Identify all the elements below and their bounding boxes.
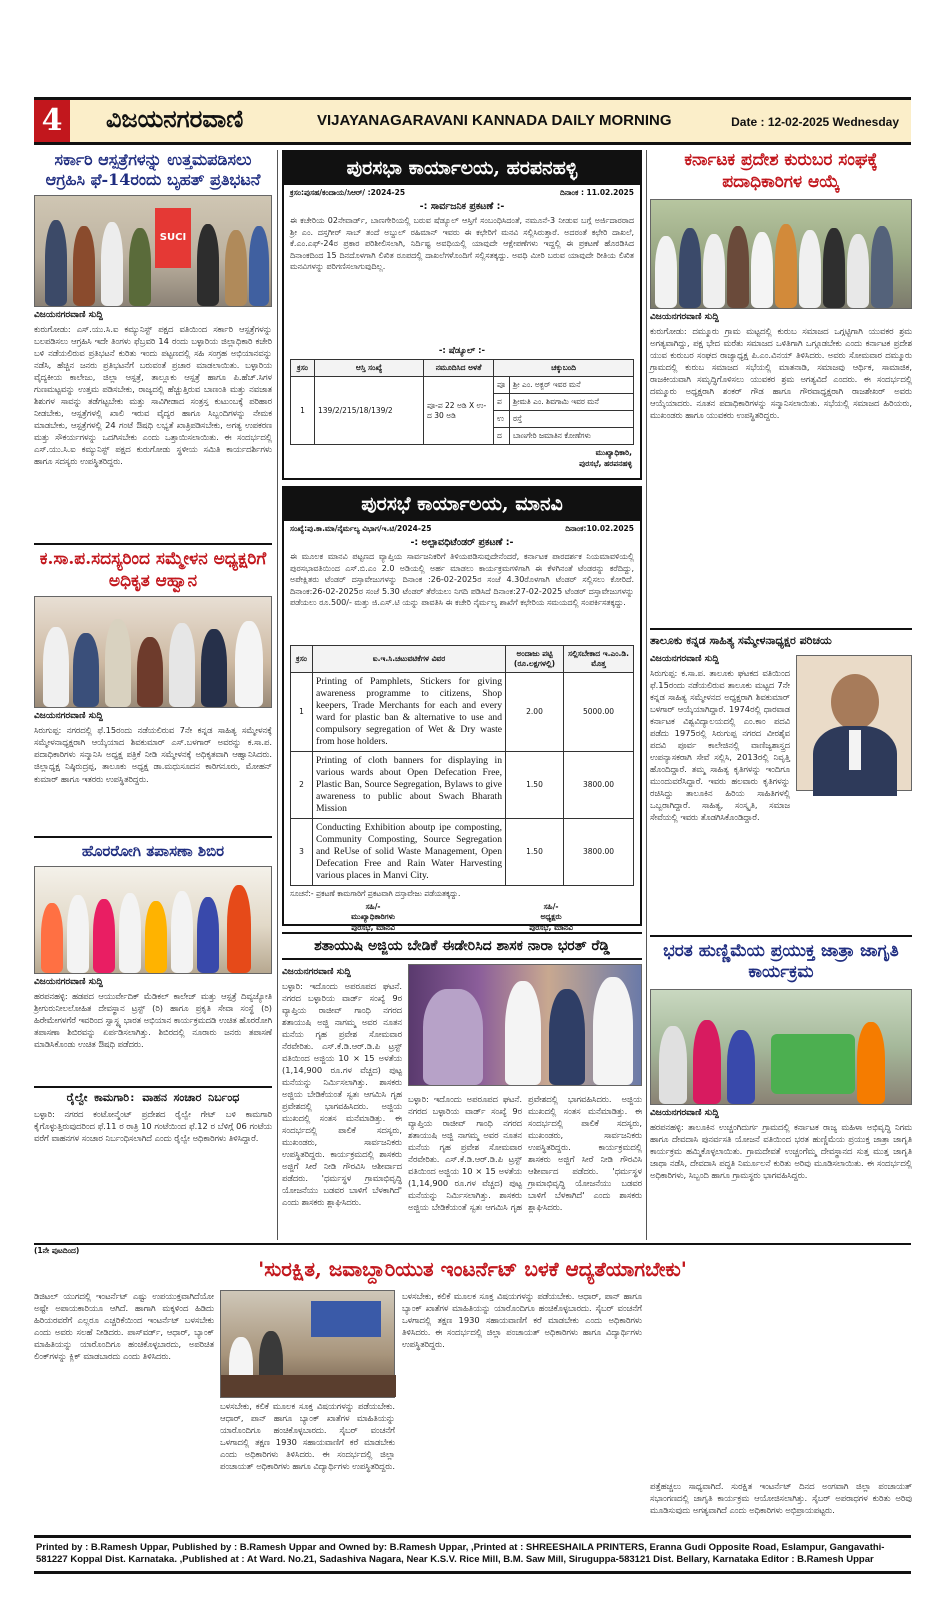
table-cell: ಶ್ರೀ ಎಂ. ಅಕ್ಬರ್ ಇವರ ಮನೆ: [510, 377, 634, 394]
table-header: ಕ್ರಸಂ: [291, 360, 315, 377]
table-cell: ದ: [494, 428, 510, 445]
notice-title: ಪುರಸಭಾ ಕಾರ್ಯಾಲಯ, ಹರಪನಹಳ್ಳಿ: [284, 152, 640, 185]
table-cell: 3800.00: [564, 818, 634, 885]
story-headline: ಶತಾಯುಷಿ ಅಜ್ಜಿಯ ಬೇಡಿಕೆ ಈಡೇರಿಸಿದ ಶಾಸಕ ನಾರಾ ಭರತ್ ರೆಡ್ಡಿ: [282, 932, 642, 960]
table-row: [291, 818, 634, 885]
municipal-notice-harapanahalli: [282, 150, 642, 480]
invitation-photo: [34, 596, 272, 708]
table-row: [291, 673, 634, 752]
grandmother-photo: [408, 964, 642, 1086]
table-header: ಅಂದಾಜು ಪಟ್ಟಿ (ರೂ.ಲಕ್ಷಗಳಲ್ಲಿ): [506, 646, 564, 673]
notice-ref: ಕ್ರಸಂ:ಪುಸಹ/ಕಂದಾಯ/ಸಿಆರ್/ :2024-25: [290, 188, 406, 197]
signature-left: ಸಹಿ/- ಮುಖ್ಯಾಧಿಕಾರಿಗಳು ಪುರಸಭೆ, ಮಾನವಿ: [351, 901, 396, 932]
table-cell: 5000.00: [564, 673, 634, 752]
right-column: [650, 150, 912, 1301]
masthead: [34, 97, 911, 145]
paper-name-kannada: ವಿಜಯನಗರವಾಣಿ: [106, 104, 244, 133]
story-body: ಸಿರುಗುಪ್ಪ: ನಗರದಲ್ಲಿ ಫೆ.15ರಂದು ನಡೆಯಲಿರುವ 7ನೇ ಕನ್ನಡ ಸಾಹಿತ್ಯ ಸಮ್ಮೇಳನಕ್ಕೆ ಸಮ್ಮೇಳನಾಧ್ಯಕ್ಷರಾಗಿ ಆಯ್ಕೆಯಾದ ಶಿವಕುಮಾರ್ ಎಸ್.ಬಳಗಾರ್ ಅವರನ್ನು ಕ.ಸಾ.ಪ. ಪದಾಧಿಕಾರಿಗಳು ಸನ್ಮಾನಿಸಿ ಅಧ್ಯಕ್ಷ ಪತ್ರಿಕೆ ನೀಡಿ ಸಮ್ಮೇಳನಕ್ಕೆ ಅಧಿಕೃತವಾಗಿ ಆಹ್ವಾನಿಸಿದರು. ಜಿಲ್ಲಾಧ್ಯಕ್ಷ ನಿಷ್ಠಿರುದ್ರಪ್ಪ, ತಾಲೂಕು ಅಧ್ಯಕ್ಷ ಡಾ.ಮಧುಸೂದನ ಕಾರಿಗನೂರು, ಮೋಹನ್ ಕುಮಾರ್ ಹಾಗೂ ಇತರರು ಉಪಸ್ಥಿತರಿದ್ದರು.: [34, 725, 272, 784]
table-header: ಚಕ್ಕುಬಂದಿ: [494, 360, 634, 377]
notice-footnote: ಸೂಚನೆ:- ಪ್ರಕಟಣೆ ಕಾಮಗಾರಿಗೆ ಪ್ರಕಟವಾಗಿ ದಸ್ತಾವೇಜು ಪಡೆಯತಕ್ಕದ್ದು.: [290, 888, 461, 898]
story-headline: ಭರತ ಹುಣ್ಣಿಮೆಯ ಪ್ರಯುಕ್ತ ಜಾತ್ರಾ ಜಾಗೃತಿ ಕಾರ್ಯಕ್ರಮ: [650, 935, 912, 985]
table-cell: ಶ್ರೀಮತಿ ಎಂ. ಶಿವಗಾಮಿ ಇವರ ಮನೆ: [510, 394, 634, 411]
table-header: ಐ.ಇ.ಸಿ.ಚಟುವಟಿಕೆಗಳ ವಿವರ: [313, 646, 506, 673]
paper-name-english: VIJAYANAGARAVANI KANNADA DAILY MORNING: [317, 112, 672, 129]
bottom-story-body-caption: ಬಳಸಬೇಕು, ಕಲಿಕೆ ಮೂಲಕ ಸೂಕ್ತ ವಿಷಯಗಳನ್ನು ಪಡೆಯಬೇಕು. ಆಧಾರ್, ಪಾನ್ ಹಾಗೂ ಬ್ಯಾಂಕ್ ಖಾತೆಗಳ ಮಾಹಿತಿಯನ್ನು ಯಾರೊಂದಿಗೂ ಹಂಚಿಕೊಳ್ಳಬಾರದು. ಸೈಬರ್ ವಂಚನೆಗೆ ಒಳಗಾದಲ್ಲಿ ತಕ್ಷಣ 1930 ಸಹಾಯವಾಣಿಗೆ ಕರೆ ಮಾಡಬೇಕು ಎಂದು ಅಧಿಕಾರಿಗಳು ತಿಳಿಸಿದರು. ಈ ಸಂದರ್ಭದಲ್ಲಿ ಜಿಲ್ಲಾ ಪಂಚಾಯತ್ ಅಧಿಕಾರಿಗಳು ಹಾಗೂ ವಿದ್ಯಾರ್ಥಿಗಳು ಉಪಸ್ಥಿತರಿದ್ದರು.: [220, 1401, 395, 1472]
table-cell: Printing of cloth banners for displaying in various wards about Open Defecation Free, Plastic Ban, Source Segregation, Bylaws to give awareness to public about Swach Bharath Mission: [313, 751, 506, 818]
tender-table: [290, 645, 634, 886]
notice-ref-row: [284, 185, 640, 199]
table-cell: ಪೂ: [494, 377, 510, 394]
story-tag: (1ನೇ ಪುಟದಿಂದ): [34, 1246, 80, 1255]
byline: ವಿಜಯನಗರವಾಣಿ ಸುದ್ದಿ: [650, 311, 719, 322]
table-cell: 1: [291, 377, 315, 445]
story-headline: ಕರ್ನಾಟಕ ಪ್ರದೇಶ ಕುರುಬರ ಸಂಘಕ್ಕೆ ಪದಾಧಿಕಾರಿಗಳ ಆಯ್ಕೆ: [684, 150, 878, 192]
notice-date: ದಿನಾಂಕ:10.02.2025: [565, 524, 634, 533]
table-cell: Printing of Pamphlets, Stickers for giving awareness programme to citizens, Shop keepers, Trade Merchants for each and every ward for plastic ban & alternative to use and compulsory segregation of Wet & Dry waste from hose holders.: [313, 673, 506, 752]
story-headline: ತಾಲೂಕು ಕನ್ನಡ ಸಾಹಿತ್ಯ ಸಮ್ಮೇಳನಾಧ್ಯಕ್ಷರ ಪರಿಚಯ: [650, 633, 832, 647]
table-cell: 3800.00: [564, 751, 634, 818]
internet-safety-photo: [220, 1290, 395, 1398]
center-column: [282, 150, 642, 1234]
story-body: ಸಿರುಗುಪ್ಪ: ಕ.ಸಾ.ಪ. ತಾಲೂಕು ಘಟಕದ ವತಿಯಿಂದ ಫೆ.15ರಂದು ನಡೆಯಲಿರುವ ತಾಲೂಕು ಮಟ್ಟದ 7ನೇ ಕನ್ನಡ ಸಾಹಿತ್ಯ ಸಮ್ಮೇಳನದ ಅಧ್ಯಕ್ಷರಾಗಿ ಶಿವಕುಮಾರ್ ಬಳಗಾರ್ ಆಯ್ಕೆಯಾಗಿದ್ದಾರೆ. 1974ರಲ್ಲಿ ಧಾರವಾಡ ಕರ್ನಾಟಕ ವಿಶ್ವವಿದ್ಯಾಲಯದಲ್ಲಿ ಎಂ.ಕಾಂ ಪದವಿ ಪಡೆದು 1975ರಲ್ಲಿ ಸಿರುಗುಪ್ಪ ನಗರದ ವೀರಶೈವ ಪದವಿ ಪೂರ್ವ ಕಾಲೇಜಿನಲ್ಲಿ ವಾಣಿಜ್ಯಶಾಸ್ತ್ರದ ಉಪನ್ಯಾಸಕರಾಗಿ ಸೇವೆ ಸಲ್ಲಿಸಿ, 2013ರಲ್ಲಿ ನಿವೃತ್ತಿ ಹೊಂದಿದ್ದಾರೆ. ತಮ್ಮ ಸಾಹಿತ್ಯ ಕೃತಿಗಳನ್ನು ಇಂದಿಗೂ ಮುಂದುವರೆಸಿದ್ದಾರೆ. ಇವರು ಹಲವಾರು ಕೃತಿಗಳನ್ನು ರಚಿಸಿದ್ದು ತಾಲೂಕಿನ ಹಿರಿಯ ಸಾಹಿತಿಗಳಲ್ಲಿ ಒಬ್ಬರಾಗಿದ್ದಾರೆ. ಸಾಹಿತ್ಯ, ಸಂಸ್ಕೃತಿ, ಸಮಾಜ ಸೇವೆಯಲ್ಲಿ ಇವರು ತೊಡಗಿಸಿಕೊಂಡಿದ್ದಾರೆ.: [650, 667, 790, 822]
notice-title: ಪುರಸಭೆ ಕಾರ್ಯಾಲಯ, ಮಾನವಿ: [284, 488, 640, 521]
byline: ವಿಜಯನಗರವಾಣಿ ಸುದ್ದಿ: [34, 309, 103, 320]
president-portrait: [796, 655, 912, 791]
table-cell: ಪ: [494, 394, 510, 411]
table-row: [291, 377, 634, 394]
table-cell: ಬಾಣಗೇರಿ ಜಮಾತಿನ ಕೋಣೆಗಳು: [510, 428, 634, 445]
column-rule: [277, 150, 278, 1240]
bottom-story-body-right: ಪತ್ತೆಹಚ್ಚಲು ಸಾಧ್ಯವಾಗಿದೆ. ಸುರಕ್ಷಿತ ಇಂಟರ್ನೆಟ್ ದಿನದ ಅಂಗವಾಗಿ ಜಿಲ್ಲಾ ಪಂಚಾಯತ್ ಸಭಾಂಗಣದಲ್ಲಿ ಜಾಗೃತಿ ಕಾರ್ಯಕ್ರಮ ಆಯೋಜಿಸಲಾಗಿತ್ತು. ಸೈಬರ್ ಅಪರಾಧಗಳ ಕುರಿತು ಅರಿವು ಮೂಡಿಸುವುದು ಅಗತ್ಯವಾಗಿದೆ ಎಂದು ಅಧಿಕಾರಿಗಳು ಅಭಿಪ್ರಾಯಪಟ್ಟರು.: [650, 1481, 912, 1516]
notice-ref-row: [284, 521, 640, 535]
byline: ವಿಜಯನಗರವಾಣಿ ಸುದ್ದಿ: [34, 711, 103, 722]
story-body: ಹರಪನಹಳ್ಳಿ: ತಾಲೂಕಿನ ಉಚ್ಚಂಗಿದುರ್ಗ ಗ್ರಾಮದಲ್ಲಿ ಕರ್ನಾಟಕ ರಾಜ್ಯ ಮಹಿಳಾ ಅಭಿವೃದ್ಧಿ ನಿಗಮ ಹಾಗೂ ದೇವದಾಸಿ ಪುನರ್ವಸತಿ ಯೋಜನೆ ವತಿಯಿಂದ ಭರತ ಹುಣ್ಣಿಮೆಯ ಪ್ರಯುಕ್ತ ಜಾತ್ರಾ ಜಾಗೃತಿ ಕಾರ್ಯಕ್ರಮ ಹಮ್ಮಿಕೊಳ್ಳಲಾಯಿತು. ಗ್ರಾಮದೇವತೆ ಉಚ್ಚಂಗೆಮ್ಮ ದೇವಸ್ಥಾನದ ಸುತ್ತ ಮುತ್ತ ಜಾಗೃತಿ ಜಾಥಾ ನಡೆಸಿ, ದೇವದಾಸಿ ಪದ್ಧತಿ ನಿರ್ಮೂಲನೆ ಕುರಿತು ಅರಿವು ಮೂಡಿಸಲಾಯಿತು. ಈ ಸಂದರ್ಭದಲ್ಲಿ ಅಧಿಕಾರಿಗಳು, ಸಿಬ್ಬಂದಿ ಹಾಗೂ ಗ್ರಾಮಸ್ಥರು ಭಾಗವಹಿಸಿದ್ದರು.: [650, 1122, 912, 1181]
table-cell: 1: [291, 673, 313, 752]
table-cell: 2: [291, 751, 313, 818]
association-photo: [650, 199, 912, 309]
story-body: ಬಳ್ಳಾರಿ: ನಗರದ ಕಂಟೋನ್ಮೆಂಟ್ ಪ್ರದೇಶದ ರೈಲ್ವೇ ಗೇಟ್ ಬಳಿ ಕಾಮಗಾರಿ ಕೈಗೊಳ್ಳುತ್ತಿರುವುದರಿಂದ ಫೆ.11 ರ ರಾತ್ರಿ 10 ಗಂಟೆಯಿಂದ ಫೆ.12 ರ ಬೆಳಿಗ್ಗೆ 06 ಗಂಟೆಯ ವರೆಗೆ ವಾಹನಗಳ ಸಂಚಾರ ನಿರ್ಬಂಧಿಸಲಾಗಿದೆ ಎಂದು ರೈಲ್ವೇ ಅಧಿಕಾರಿಗಳು ತಿಳಿಸಿದ್ದಾರೆ.: [34, 1108, 272, 1143]
table-cell: 1.50: [506, 751, 564, 818]
story-headline: ರೈಲ್ವೇ ಕಾಮಗಾರಿ: ವಾಹನ ಸಂಚಾರ ನಿರ್ಬಂಧ: [66, 1090, 240, 1104]
table-cell: 3: [291, 818, 313, 885]
schedule-heading: -: ಷೆಡ್ಯೂಲ್ :-: [438, 346, 486, 356]
byline: ವಿಜಯನಗರವಾಣಿ ಸುದ್ದಿ: [650, 1108, 719, 1118]
notice-body: ಈ ಮೂಲಕ ಮಾನವಿ ಪಟ್ಟಣದ ವ್ಯಾಪ್ತಿಯ ಸಾರ್ವಜನಿಕರಿಗೆ ತಿಳಿಯಪಡಿಸುವುದೇನೆಂದರೆ, ಕರ್ನಾಟಕ ಪಾರದರ್ಶಕ ನಿಯಮಾವಳಿಯಲ್ಲಿ ಪುರಸಭಾವತಿಯಿಂದ ಎಸ್.ಬಿ.ಎಂ 2.0 ಅಡಿಯಲ್ಲಿ ಅರ್ಹ ಮಾಡಲು ಕಾರ್ಯಕ್ರಮಗಳಿಗಾಗಿ ಈ ಕೆಳಗಿನಂತೆ ಟೆಂಡರನ್ನು ಕರೆದಿದ್ದು, ಅಪೇಕ್ಷಿತರು ಟೆಂಡರ್ ದಸ್ತಾವೇಜುಗಳನ್ನು ದಿನಾಂಕ :26-02-2025ರ ಸಂಜೆ 4.30ರೊಳಗಾಗಿ ಟೆಂಡರ್ ಸಲ್ಲಿಸಲು ಕೋರಿದೆ. ದಿನಾಂಕ:26-02-2025ರ ಸಂಜೆ 5.30 ಟೆಂಡರ್ ತೆರೆಯಲು ನಿಗದಿ ಪಡಿಸಿದೆ ದಿನಾಂಕ:27-02-2025 ಟೆಂಡರ್ ದಸ್ತಾವೇಜುಗಳನ್ನು ಪಡೆಯಲು ರೂ.500/- ಮತ್ತು ಜಿ.ಎಸ್.ಟಿ ಯನ್ನು ಪಾವತಿಸಿ ಈ ಕಚೇರಿ ನೈರ್ಮಲ್ಯ ಶಾಖೆಗೆ ಕಛೇರಿಯ ಸಮಯದಲ್ಲಿ ಸಂಪರ್ಕಿಸತಕ್ಕದ್ದು.: [290, 552, 634, 608]
table-header: ಆಸ್ತಿ ಸಂಖ್ಯೆ: [315, 360, 424, 377]
story-body: ಕುರುಗೋಡು: ದಮ್ಮೂರು ಗ್ರಾಮ ಮಟ್ಟದಲ್ಲಿ ಕುರುಬ ಸಮಾಜದ ಒಗ್ಗಟ್ಟಿಗಾಗಿ ಯುವಕರ ಶ್ರಮ ಅಗತ್ಯವಾಗಿದ್ದು, ಪಕ್ಷ ಭೇದ ಮರೆತು ಸಮಾಜದ ಒಳಿತಿಗಾಗಿ ಒಗ್ಗೂಡಬೇಕು ಎಂದು ಕರ್ನಾಟಕ ಪ್ರದೇಶ ಯುವ ಕುರುಬರ ಸಂಘದ ರಾಜ್ಯಾಧ್ಯಕ್ಷ ಪಿ.ಎಂ.ವಿನಯ್ ತಿಳಿಸಿದರು. ಅವರು ಸೋಮವಾರ ದಮ್ಮೂರು ಗ್ರಾಮದಲ್ಲಿ ಕುರುಬ ಸಮಾಜದ ಸಭೆಯಲ್ಲಿ ಮಾತನಾಡಿ, ಸಮಾಜವು ಆರ್ಥಿಕ, ಸಾಮಾಜಿಕ, ರಾಜಕೀಯವಾಗಿ ಸಮೃದ್ಧಿಗೊಳಿಸಲು ಯುವಕರ ಶ್ರಮ ಅಗತ್ಯವಿದೆ ಎಂದರು. ಈ ಸಂದರ್ಭದಲ್ಲಿ ದಮ್ಮೂರು ಅಧ್ಯಕ್ಷರಾಗಿ ಶಂಕರ್ ಗೌಡ ಹಾಗೂ ಗೌರವಾಧ್ಯಕ್ಷರಾಗಿ ರಾಜಶೇಖರ್ ಅವರು ಆಯ್ಕೆಯಾದರು. ನೂತನ ಪದಾಧಿಕಾರಿಗಳನ್ನು ಸನ್ಮಾನಿಸಲಾಯಿತು. ಸಭೆಯಲ್ಲಿ ಸಮಾಜದ ಹಿರಿಯರು, ಮುಖಂಡರು ಹಾಗೂ ಯುವಕರು ಉಪಸ್ಥಿತರಿದ್ದರು.: [650, 325, 912, 420]
municipal-notice-manvi: [282, 486, 642, 932]
story-headline: ಹೊರರೋಗಿ ತಪಾಸಣಾ ಶಿಬಿರ: [34, 836, 272, 861]
story-body: ಬಳ್ಳಾರಿ: ಇದೊಂದು ಅಪರೂಪದ ಘಟನೆ. ನಗರದ ಬಳ್ಳಾರಿಯ ವಾರ್ಡ್ ಸಂಖ್ಯೆ 9ರ ವ್ಯಾಪ್ತಿಯ ರಾಜೀವ್ ಗಾಂಧಿ ನಗರದ ಶತಾಯುಷಿ ಅಜ್ಜಿ ನಾಗಮ್ಮ ಅವರ ನೂತನ ಮನೆಯ ಗೃಹ ಪ್ರವೇಶ ಸೋಮವಾರ ನೆರವೇರಿತು. ಎಸ್.ಕೆ.ಡಿ.ಆರ್.ಡಿ.ಪಿ ಟ್ರಸ್ಟ್ ವತಿಯಿಂದ ಅಜ್ಜಿಯ 10 × 15 ಅಳತೆಯ (1,14,900 ರೂ.ಗಳ ವೆಚ್ಚದ) ಪುಟ್ಟ ಮನೆಯನ್ನು ನಿರ್ಮಿಸಲಾಗಿತ್ತು. ಶಾಸಕರು ಅಜ್ಜಿಯ ಬೇಡಿಕೆಯಂತೆ ಸ್ವತಃ ಆಗಮಿಸಿ ಗೃಹ ಪ್ರವೇಶದಲ್ಲಿ ಭಾಗವಹಿಸಿದರು. ಅಜ್ಜಿಯ ಮುಖದಲ್ಲಿ ಸಂತಸ ಮನೆಮಾಡಿತ್ತು. ಈ ಸಂದರ್ಭದಲ್ಲಿ ಪಾಲಿಕೆ ಸದಸ್ಯರು, ಮುಖಂಡರು, ಸಾರ್ವಜನಿಕರು ಉಪಸ್ಥಿತರಿದ್ದರು. ಕಾರ್ಯಕ್ರಮದಲ್ಲಿ ಶಾಸಕರು ಅಜ್ಜಿಗೆ ಸೀರೆ ನೀಡಿ ಗೌರವಿಸಿ ಆಶೀರ್ವಾದ ಪಡೆದರು. 'ಧರ್ಮಸ್ಥಳ ಗ್ರಾಮಾಭಿವೃದ್ಧಿ ಯೋಜನೆಯು ಬಡವರ ಬಾಳಿಗೆ ಬೆಳಕಾಗಿದೆ' ಎಂದು ಶಾಸಕರು ಶ್ಲಾಘಿಸಿದರು.: [282, 981, 402, 1208]
table-cell: ಪೂ-ಪ 22 ಅಡಿ X ಉ-ದ 30 ಅಡಿ: [424, 377, 494, 445]
notice-date: ದಿನಾಂಕ : 11.02.2025: [559, 188, 634, 197]
notice-body: ಈ ಕಚೇರಿಯ 02ನೇವಾರ್ಡ್, ಬಾಣಗೇರಿಯಲ್ಲಿ ಬರುವ ಷೆಡ್ಯೂಲ್ ಆಸ್ತಿಗೆ ಸಂಬಂಧಿಸಿದಂತೆ, ನಮೂನೆ-3 ನೀಡುವ ಬಗ್ಗೆ ಅರ್ಜಿದಾರರಾದ ಶ್ರೀ ಎಂ. ದಸ್ತಗೀರ್ ಸಾಬ್ ತಂದೆ ಅಬ್ದುಲ್ ರಹಿಮಾನ್ ಇವರು ಈ ಕಛೇರಿಗೆ ಮನವಿ ಸಲ್ಲಿಸಿರುತ್ತಾರೆ. ಅದರಂತೆ ಕಛೇರಿ ದಾಖಲೆ, ಕೆ.ಎಂ.ಎಫ್-24ರ ಪ್ರಕಾರ ಪರಿಶೀಲಿಸಲಾಗಿ, ನಿರ್ದಿಷ್ಟ ಅವಧಿಯಲ್ಲಿ ಯಾವುದೇ ಆಕ್ಷೇಪಣೆಗಳು ಇದ್ದಲ್ಲಿ ಈ ಪ್ರಕಟಣೆ ಹೊರಡಿಸಿದ ದಿನಾಂಕದಿಂದ 15 ದಿನದೊಳಗಾಗಿ ಲಿಖಿತ ರೂಪದಲ್ಲಿ ದಾಖಲೆಗಳೊಂದಿಗೆ ಸಲ್ಲಿಸತಕ್ಕದ್ದು. ಅವಧಿ ಮೀರಿ ಬರುವ ಯಾವುದೇ ರೀತಿಯ ಲಿಖಿತ ಮನವಿಗಳನ್ನು ಪರಿಗಣಿಸಲಾಗುವುದಿಲ್ಲ.: [290, 216, 634, 272]
story-body: ಹರಪನಹಳ್ಳಿ: ಹಡಪದ ಆಯುರ್ವೇದಿಕ್ ಮೆಡಿಕಲ್ ಕಾಲೇಜ್ ಮತ್ತು ಆಸ್ಪತ್ರೆ ದಿವ್ಯಜ್ಯೋತಿ ಶ್ರೀಗುರುನೀಲಲೋಹಿತ ದೇವಸ್ಥಾನ ಟ್ರಸ್ಟ್ (ರಿ) ಹಾಗೂ ಪ್ರಕೃತಿ ಸೇವಾ ಸಂಸ್ಥೆ (ರಿ) ಹಿರೇಮೇಗಳಗೆರೆ ಇವರಿಂದ ಸ್ವಾಸ್ಥ್ಯ ಭಾರತ ಅಭಿಯಾನ ಕಾರ್ಯಕ್ರಮದಡಿ ಉಚಿತ ಹೊರರೋಗಿ ತಪಾಸಣಾ ಶಿಬಿರವನ್ನು ಏರ್ಪಡಿಸಲಾಗಿತ್ತು. ಶಿಬಿರದಲ್ಲಿ ನೂರಾರು ಜನರು ತಪಾಸಣೆ ಮಾಡಿಸಿಕೊಂಡು ಉಚಿತ ಔಷಧಿ ಪಡೆದರು.: [34, 990, 272, 1049]
awareness-photo: [650, 989, 912, 1105]
byline: ವಿಜಯನಗರವಾಣಿ ಸುದ್ದಿ: [34, 976, 103, 987]
column-rule: [646, 150, 647, 1240]
notice-heading: -: ಅಲ್ಪಾವಧಿಟೆಂಡರ್ ಪ್ರಕಟಣೆ :-: [410, 537, 514, 548]
story-body: ಕುರುಗೋಡು: ಎಸ್.ಯು.ಸಿ.ಐ ಕಮ್ಯುನಿಸ್ಟ್ ಪಕ್ಷದ ವತಿಯಿಂದ ಸರ್ಕಾರಿ ಆಸ್ಪತ್ರೆಗಳನ್ನು ಬಲಪಡಿಸಲು ಆಗ್ರಹಿಸಿ ಇದೇ ತಿಂಗಳು ಫೆಬ್ರವರಿ 14 ರಂದು ಬಳ್ಳಾರಿಯ ಜಿಲ್ಲಾಧಿಕಾರಿ ಕಚೇರಿ ಬಳಿ ನಡೆಯಲಿರುವ ಪ್ರತಿಭಟನೆ ಕುರಿತು ಇಂದು ಪಟ್ಟಣದಲ್ಲಿ ಸಹಿ ಸಂಗ್ರಹ ಅಭಿಯಾನವನ್ನು ನಡೆಸಿ, ಹೆಚ್ಚಿನ ಜನರು ಪ್ರತಿಭಟನೆಗೆ ಬರುವಂತೆ ಪ್ರಚಾರ ಮಾಡಲಾಯಿತು. ಬಳ್ಳಾರಿಯ ವೈದ್ಯಕೀಯ ಕಾಲೇಜು, ಜಿಲ್ಲಾ ಆಸ್ಪತ್ರೆ, ತಾಲ್ಲೂಕು ಆಸ್ಪತ್ರೆ ಹಾಗೂ ಪಿ.ಹೆಚ್.ಸಿಗಳ ಗುಣಮಟ್ಟವನ್ನು ಉತ್ತಮ ಪಡಿಸಬೇಕು, ರಾಜ್ಯದಲ್ಲಿ ಹೆಚ್ಚುತ್ತಿರುವ ಬಾಣಂತಿ ಮತ್ತು ನವಜಾತ ಶಿಶುಗಳ ಸಾವನ್ನು ತಡೆಗಟ್ಟಬೇಕು ಮತ್ತು ಸಾವಿಗೀಡಾದ ಸಂತ್ರಸ್ತ ಕುಟುಂಬಕ್ಕೆ ಪರಿಹಾರ ನೀಡಬೇಕು, ಆಸ್ಪತ್ರೆಗಳಲ್ಲಿ ಖಾಲಿ ಇರುವ ವೈದ್ಯರ ಹಾಗೂ ಸಿಬ್ಬಂದಿಗಳನ್ನು ನೇಮಕ ಮಾಡಬೇಕು, ಆಸ್ಪತ್ರೆಗಳಲ್ಲಿ 24 ಗಂಟೆ ಔಷಧಿ ಲಭ್ಯತೆ ಖಾತ್ರಿಪಡಿಸಬೇಕು, ಅಗತ್ಯ ಉಪಕರಣ ಮತ್ತು ಸೌಕರ್ಯಗಳನ್ನು ಒದಗಿಸಬೇಕು ಎಂದು ಒತ್ತಾಯಿಸಲಾಯಿತು. ಈ ಸಂದರ್ಭದಲ್ಲಿ ಎಸ್.ಯು.ಸಿ.ಐ ಕಮ್ಯುನಿಸ್ಟ್ ಪಕ್ಷದ ಕುರುಗೋಡು ಸ್ಥಳೀಯ ಸಮಿತಿ ಕಾರ್ಯದರ್ಶಿಗಳು ಹಾಗೂ ಸದಸ್ಯರು ಉಪಸ್ಥಿತರಿದ್ದರು.: [34, 323, 272, 467]
table-cell: Conducting Exhibition aboutp ipe composting, Community Composting, Source Segregation and ReUse of solid Waste Management, Open Defecation Free and Rain Water Harvesting various places in Manvi City.: [313, 818, 506, 885]
issue-date: Date : 12-02-2025 Wednesday: [731, 115, 899, 129]
table-cell: 2.00: [506, 673, 564, 752]
left-column: [34, 150, 272, 1156]
byline: ವಿಜಯನಗರವಾಣಿ ಸುದ್ದಿ: [282, 967, 351, 977]
story-headline: ಸರ್ಕಾರಿ ಆಸ್ಪತ್ರೆಗಳನ್ನು ಉತ್ತಮಪಡಿಸಲು ಆಗ್ರಹಿಸಿ ಫೆ-14ರಂದು ಬೃಹತ್ ಪ್ರತಿಭಟನೆ: [45, 150, 261, 190]
notice-ref: ಸಂಖ್ಯೆ:ಪು.ಕಾ.ಮಾ/ನೈರ್ಮಲ್ಯ ವಿಭಾಗ/ಇ.ಟಿ/2024-25: [290, 524, 432, 533]
table-cell: ಉ: [494, 411, 510, 428]
table-cell: 1.50: [506, 818, 564, 885]
table-header: ಸಲ್ಲಿಸಬೇಕಾದ ಇ.ಎಂ.ಡಿ. ಮೊತ್ತ: [564, 646, 634, 673]
imprint-footer: Printed by : B.Ramesh Uppar, Published by : B.Ramesh Uppar and Owned by: B.Ramesh Uppar, ,Printed at : SHREESHAILA PRINTERS, Eranna Gudi Opposite Road, Eslampur, Gangavathi-581227 Koppal Dist. Karnataka. ,Published at : At Ward. No.21, Sadashiva Nagara, Near K.S.V. Rice Mill, B.M. Saw Mill, Siruguppa-583121 Dist. Bellary, Karnataka Editor : B.Ramesh Uppar: [34, 1535, 911, 1574]
byline: ವಿಜಯನಗರವಾಣಿ ಸುದ್ದಿ: [650, 653, 719, 664]
story-body-continued: ಬಳ್ಳಾರಿ: ಇದೊಂದು ಅಪರೂಪದ ಘಟನೆ. ನಗರದ ಬಳ್ಳಾರಿಯ ವಾರ್ಡ್ ಸಂಖ್ಯೆ 9ರ ವ್ಯಾಪ್ತಿಯ ರಾಜೀವ್ ಗಾಂಧಿ ನಗರದ ಶತಾಯುಷಿ ಅಜ್ಜಿ ನಾಗಮ್ಮ ಅವರ ನೂತನ ಮನೆಯ ಗೃಹ ಪ್ರವೇಶ ಸೋಮವಾರ ನೆರವೇರಿತು. ಎಸ್.ಕೆ.ಡಿ.ಆರ್.ಡಿ.ಪಿ ಟ್ರಸ್ಟ್ ವತಿಯಿಂದ ಅಜ್ಜಿಯ 10 × 15 ಅಳತೆಯ (1,14,900 ರೂ.ಗಳ ವೆಚ್ಚದ) ಪುಟ್ಟ ಮನೆಯನ್ನು ನಿರ್ಮಿಸಲಾಗಿತ್ತು. ಶಾಸಕರು ಅಜ್ಜಿಯ ಬೇಡಿಕೆಯಂತೆ ಸ್ವತಃ ಆಗಮಿಸಿ ಗೃಹ ಪ್ರವೇಶದಲ್ಲಿ ಭಾಗವಹಿಸಿದರು. ಅಜ್ಜಿಯ ಮುಖದಲ್ಲಿ ಸಂತಸ ಮನೆಮಾಡಿತ್ತು. ಈ ಸಂದರ್ಭದಲ್ಲಿ ಪಾಲಿಕೆ ಸದಸ್ಯರು, ಮುಖಂಡರು, ಸಾರ್ವಜನಿಕರು ಉಪಸ್ಥಿತರಿದ್ದರು. ಕಾರ್ಯಕ್ರಮದಲ್ಲಿ ಶಾಸಕರು ಅಜ್ಜಿಗೆ ಸೀರೆ ನೀಡಿ ಗೌರವಿಸಿ ಆಶೀರ್ವಾದ ಪಡೆದರು. 'ಧರ್ಮಸ್ಥಳ ಗ್ರಾಮಾಭಿವೃದ್ಧಿ ಯೋಜನೆಯು ಬಡವರ ಬಾಳಿಗೆ ಬೆಳಕಾಗಿದೆ' ಎಂದು ಶಾಸಕರು ಶ್ಲಾಘಿಸಿದರು.: [408, 1094, 642, 1213]
bottom-story-headline: 'ಸುರಕ್ಷಿತ, ಜವಾಬ್ದಾರಿಯುತ ಇಂಟರ್ನೆಟ್ ಬಳಕೆ ಆದ್ಯತೆಯಾಗಬೇಕು': [258, 1257, 687, 1281]
signature-right: ಸಹಿ/- ಅಧ್ಯಕ್ಷರು ಪುರಸಭೆ, ಮಾನವಿ: [529, 901, 573, 932]
table-header: ಕ್ರಸಂ: [291, 646, 313, 673]
notice-heading: -: ಸಾರ್ವಜನಿಕ ಪ್ರಕಟಣೆ :-: [419, 201, 505, 212]
bottom-story-body-left: ಡಿಜಿಟಲ್ ಯುಗದಲ್ಲಿ ಇಂಟರ್ನೆಟ್ ಎಷ್ಟು ಉಪಯುಕ್ತವಾಗಿದೆಯೋ ಅಷ್ಟೇ ಅಪಾಯಕಾರಿಯೂ ಆಗಿದೆ. ಹಾಗಾಗಿ ಮಕ್ಕಳಿಂದ ಹಿಡಿದು ಹಿರಿಯರವರೆಗೆ ಎಲ್ಲರೂ ಎಚ್ಚರಿಕೆಯಿಂದ ಇಂಟರ್ನೆಟ್ ಬಳಸಬೇಕು ಎಂದು ಅವರು ಸಲಹೆ ನೀಡಿದರು. ಪಾಸ್‌ವರ್ಡ್, ಆಧಾರ್, ಬ್ಯಾಂಕ್ ಮಾಹಿತಿಯನ್ನು ಯಾರೊಂದಿಗೂ ಹಂಚಿಕೊಳ್ಳಬಾರದು, ಅಪರಿಚಿತ ಲಿಂಕ್‌ಗಳನ್ನು ಕ್ಲಿಕ್ ಮಾಡಬಾರದು ಎಂದು ತಿಳಿಸಿದರು.: [34, 1291, 214, 1362]
story-headline: ಕ.ಸಾ.ಪ.ಸದಸ್ಯರಿಂದ ಸಮ್ಮೇಳನ ಅಧ್ಯಕ್ಷರಿಗೆ ಅಧಿಕೃತ ಆಹ್ವಾನ: [34, 543, 272, 593]
protest-photo: SUCI: [34, 195, 272, 307]
health-camp-photo: [34, 866, 272, 974]
notice-signature: ಮುಖ್ಯಾಧಿಕಾರಿ, ಪುರಸಭೆ, ಹರಪನಹಳ್ಳಿ: [579, 448, 632, 468]
schedule-table: [290, 359, 634, 445]
table-cell: 139/2/215/18/139/2: [315, 377, 424, 445]
table-header: ನಮೂದಿಸಿದ ಅಳತೆ: [424, 360, 494, 377]
table-cell: ರಸ್ತೆ: [510, 411, 634, 428]
bottom-story-body-mid: ಬಳಸಬೇಕು, ಕಲಿಕೆ ಮೂಲಕ ಸೂಕ್ತ ವಿಷಯಗಳನ್ನು ಪಡೆಯಬೇಕು. ಆಧಾರ್, ಪಾನ್ ಹಾಗೂ ಬ್ಯಾಂಕ್ ಖಾತೆಗಳ ಮಾಹಿತಿಯನ್ನು ಯಾರೊಂದಿಗೂ ಹಂಚಿಕೊಳ್ಳಬಾರದು. ಸೈಬರ್ ವಂಚನೆಗೆ ಒಳಗಾದಲ್ಲಿ ತಕ್ಷಣ 1930 ಸಹಾಯವಾಣಿಗೆ ಕರೆ ಮಾಡಬೇಕು ಎಂದು ಅಧಿಕಾರಿಗಳು ತಿಳಿಸಿದರು. ಈ ಸಂದರ್ಭದಲ್ಲಿ ಜಿಲ್ಲಾ ಪಂಚಾಯತ್ ಅಧಿಕಾರಿಗಳು ಹಾಗೂ ವಿದ್ಯಾರ್ಥಿಗಳು ಉಪಸ್ಥಿತರಿದ್ದರು.: [402, 1291, 642, 1350]
page-number: 4: [34, 100, 70, 142]
table-row: [291, 751, 634, 818]
